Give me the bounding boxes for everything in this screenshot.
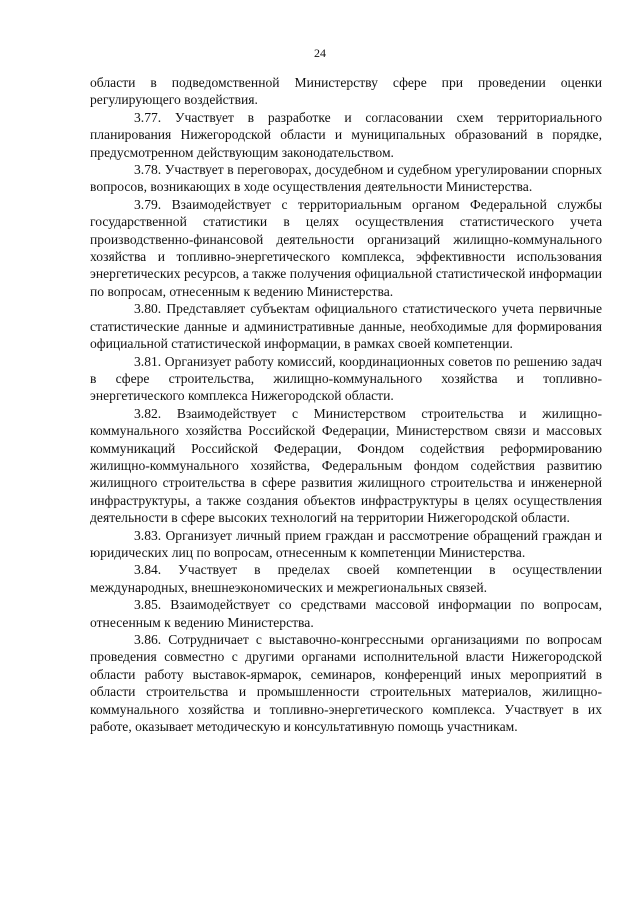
- paragraph-3-81: 3.81. Организует работу комиссий, координационных советов по решению задач в сфере строительства, жилищно-коммунального хозяйства и топливно-энергетического комплекса Нижегородской области.: [90, 353, 602, 404]
- paragraph-3-80: 3.80. Представляет субъектам официального статистического учета первичные статистические данные и административные данные, необходимые для формирования официальной статистической информации, в рамках своей компетенции.: [90, 301, 602, 352]
- paragraph-3-85: 3.85. Взаимодействует со средствами массовой информации по вопросам, отнесенным к ведению Министерства.: [90, 597, 602, 630]
- paragraph-3-82: 3.82. Взаимодействует с Министерством строительства и жилищно-коммунального хозяйства Российской Федерации, Министерством связи и массовых коммуникаций Российской Федерации, Фондом содействия реформированию жилищно-коммунального хозяйства, Федеральным фондом содействия развитию жилищного строительства в сфере развития жилищного строительства и инженерной инфраструктуры, а также создания объектов инфраструктуры в целях осуществления деятельности в сфере высоких технологий на территории Нижегородской области.: [90, 405, 602, 526]
- paragraph-3-77: 3.77. Участвует в разработке и согласовании схем территориального планирования Нижегородской области и муниципальных образований в порядке, предусмотренном действующим законодательством.: [90, 109, 602, 160]
- paragraph-3-84: 3.84. Участвует в пределах своей компетенции в осуществлении международных, внешнеэкономических и межрегиональных связей.: [90, 562, 602, 595]
- paragraph-3-86: 3.86. Сотрудничает с выставочно-конгрессными организациями по вопросам проведения совместно с другими органами исполнительной власти Нижегородской области работу выставок-ярмарок, семинаров, конференций иных мероприятий в области строительства и промышленности строительных материалов, жилищно-коммунального хозяйства и топливно-энергетического комплекса. Участвует в их работе, оказывает методическую и консультативную помощь участникам.: [90, 632, 602, 735]
- paragraph-3-79: 3.79. Взаимодействует с территориальным органом Федеральной службы государственной статистики в целях осуществления статистического учета производственно-финансовой деятельности организаций жилищно-коммунального хозяйства и топливно-энергетического комплекса, эффективности использования энергетических ресурсов, а также получения официальной статистической информации по вопросам, отнесенным к ведению Министерства.: [90, 196, 602, 299]
- document-body: [90, 74, 602, 735]
- paragraph-continuation: области в подведомственной Министерству сфере при проведении оценки регулирующего воздействия.: [90, 75, 602, 108]
- paragraph-3-83: 3.83. Организует личный прием граждан и рассмотрение обращений граждан и юридических лиц по вопросам, отнесенным к компетенции Министерства.: [90, 527, 602, 560]
- page-number: 24: [314, 46, 326, 60]
- paragraph-3-78: 3.78. Участвует в переговорах, досудебном и судебном урегулировании спорных вопросов, возникающих в ходе осуществления деятельности Министерства.: [90, 162, 602, 195]
